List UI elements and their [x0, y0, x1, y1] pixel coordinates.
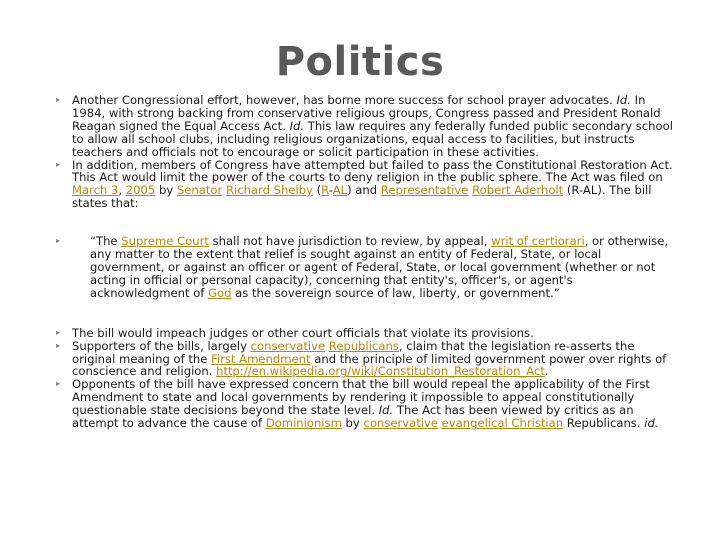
- bullet-item: [54, 159, 674, 211]
- citation: Id.: [616, 93, 631, 107]
- link-republicans[interactable]: Republicans: [328, 338, 399, 353]
- link-representative[interactable]: Representative: [380, 183, 469, 198]
- link-conservative[interactable]: conservative: [250, 338, 326, 353]
- text: In addition, members of Congress have attempted but failed to pass the Constitutional Restoration Act. This Act would limit the power of the courts to deny religion in the public sphere. The Act was filed on: [72, 157, 673, 185]
- link-first-amendment[interactable]: First Amendment: [211, 351, 311, 366]
- bullet-item-quote: [54, 235, 674, 300]
- citation: Id.: [378, 403, 394, 418]
- text: , or otherwise, any matter to the extent that relief is sought against an entity of Federal, State, or local government, or against an officer or agent of Federal, State, or local government (whether or not acting in official or personal capacity), concerning that entity's, officer's, or agent's acknowledgment of: [90, 234, 669, 300]
- spacer: [54, 300, 674, 327]
- bullet-item: [54, 340, 674, 379]
- text: The bill would impeach judges or other court officials that violate its provisions.: [72, 325, 534, 340]
- text: , claim that the legislation re-asserts the original meaning of the: [72, 338, 635, 366]
- bullet-item: [54, 378, 674, 430]
- text: “The: [90, 234, 122, 249]
- link-2005[interactable]: 2005: [125, 183, 156, 198]
- link-writ-of-certiorari[interactable]: writ of certiorari: [491, 234, 585, 249]
- link-wikipedia-url[interactable]: http://en.wikipedia.org/wiki/Constitution_Restoration_Act: [216, 364, 545, 379]
- link-supreme-court[interactable]: Supreme Court: [121, 234, 209, 249]
- link-conservative-2[interactable]: conservative: [363, 416, 438, 431]
- slide-title: Politics: [275, 39, 445, 85]
- text: as the sovereign source of law, liberty, or government.”: [231, 285, 560, 300]
- link-al[interactable]: AL: [332, 183, 348, 198]
- bullet-list: [54, 94, 674, 430]
- link-god[interactable]: God: [208, 285, 232, 300]
- text: Opponents of the bill have expressed concern that the bill would repeal the applicability of the First Amendment to state and local governments by rendering it impossible to appeal constitutionally questionable state decisions beyond the state level.: [72, 377, 650, 418]
- text: and the principle of limited government power over rights of conscience and religion.: [72, 351, 667, 379]
- link-march-3[interactable]: March 3: [72, 183, 119, 198]
- link-robert-aderholt[interactable]: Robert Aderholt: [472, 183, 564, 198]
- link-senator[interactable]: Senator: [176, 183, 223, 198]
- text: This law requires any federally funded public secondary school to allow all school clubs, including religious organizations, equal access to facilities, but instructs teachers and officials not to encourage or solicit participation in these activities.: [72, 118, 673, 159]
- text: Supporters of the bills, largely: [72, 338, 251, 353]
- link-dominionism[interactable]: Dominionism: [265, 416, 342, 431]
- citation: Id.: [289, 118, 305, 133]
- link-evangelical-christian[interactable]: evangelical Christian: [441, 416, 564, 431]
- text: Republicans.: [563, 416, 645, 431]
- text: shall not have jurisdiction to review, by appeal,: [208, 234, 492, 249]
- text: -: [328, 183, 333, 198]
- text: by: [341, 416, 364, 431]
- text: by: [155, 183, 177, 198]
- bullet-item: [54, 94, 674, 159]
- spacer: [54, 210, 674, 235]
- link-r[interactable]: R: [321, 183, 329, 198]
- text: In 1984, with strong backing from conservative religious groups, Congress passed and President Ronald Reagan signed the Equal Access Act.: [72, 93, 661, 133]
- text: Another Congressional effort, however, has borne more success for school prayer advocates.: [72, 93, 617, 107]
- citation: id.: [644, 416, 659, 431]
- text: ,: [118, 183, 126, 198]
- text: ) and: [347, 183, 381, 198]
- text: (: [312, 183, 322, 198]
- text: .: [544, 364, 549, 379]
- text: (R-AL). The bill states that:: [72, 183, 652, 211]
- text: The Act has been viewed by critics as an attempt to advance the cause of: [72, 403, 634, 431]
- link-richard-shelby[interactable]: Richard Shelby: [225, 183, 313, 198]
